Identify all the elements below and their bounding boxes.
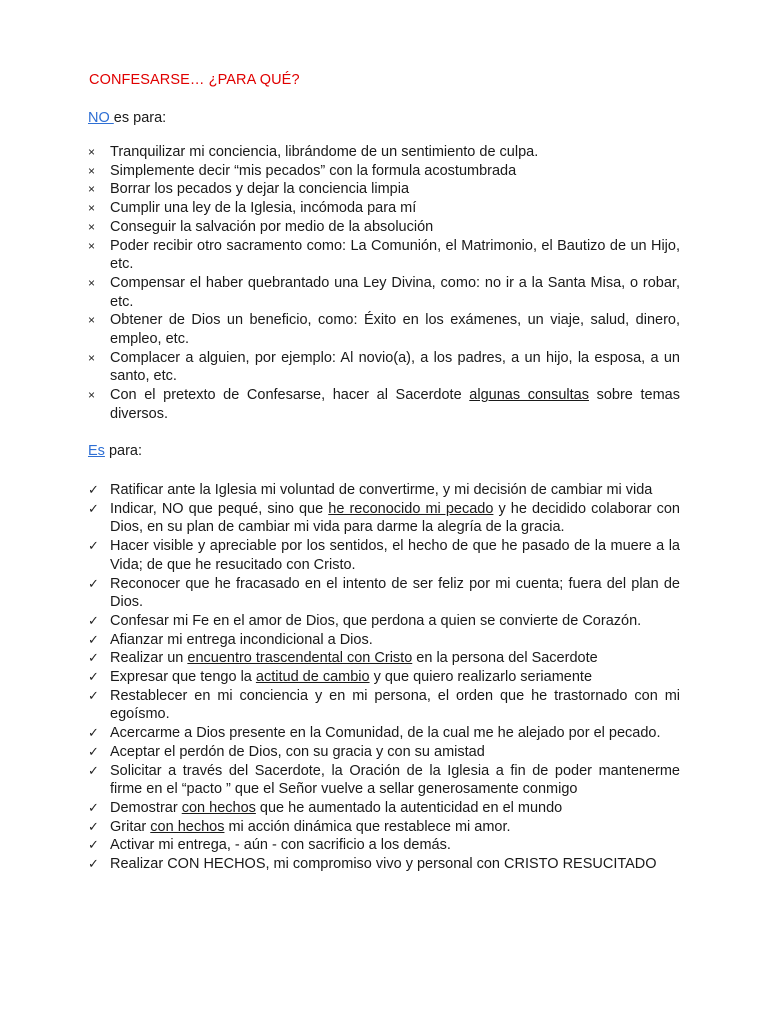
list-item bbox=[88, 237, 680, 274]
item-text: Obtener de Dios un beneficio, como: Éxito en los exámenes, un viaje, salud, dinero, empleo, etc. bbox=[110, 312, 680, 348]
item-text: Reconocer que he fracasado en el intento de ser feliz por mi cuenta; fuera del plan de Dios. bbox=[110, 575, 680, 611]
list-item bbox=[88, 218, 680, 237]
item-text: Gritar bbox=[110, 818, 151, 835]
checkmark-bullet-icon: ✓ bbox=[88, 687, 99, 703]
cross-bullet-icon: × bbox=[88, 350, 96, 365]
checkmark-bullet-icon: ✓ bbox=[88, 743, 99, 759]
list-item bbox=[88, 386, 680, 423]
underlined-text: con hechos bbox=[150, 818, 225, 835]
no-heading-lead: NO bbox=[88, 110, 114, 126]
checkmark-bullet-icon: ✓ bbox=[88, 818, 99, 834]
item-text: Expresar que tengo la bbox=[110, 669, 256, 686]
item-text: Activar mi entrega, - aún - con sacrificio a los demás. bbox=[110, 837, 451, 854]
item-text: que he aumentado la autenticidad en el mundo bbox=[255, 799, 563, 816]
item-text: Realizar CON HECHOS, mi compromiso vivo y personal con CRISTO RESUCITADO bbox=[110, 856, 657, 873]
list-item bbox=[88, 631, 680, 650]
item-text: Tranquilizar mi conciencia, librándome de un sentimiento de culpa. bbox=[110, 144, 539, 160]
checkmark-bullet-icon: ✓ bbox=[88, 575, 99, 591]
checkmark-bullet-icon: ✓ bbox=[88, 538, 99, 554]
item-text: Compensar el haber quebrantado una Ley Divina, como: no ir a la Santa Misa, o robar, etc. bbox=[110, 274, 680, 310]
item-text: Demostrar bbox=[110, 799, 182, 816]
list-item bbox=[88, 143, 680, 162]
item-text: Borrar los pecados y dejar la conciencia limpia bbox=[110, 181, 410, 198]
item-text: mi acción dinámica que restablece mi amor. bbox=[224, 818, 511, 835]
document-title: CONFESARSE… ¿PARA QUÉ? bbox=[89, 72, 300, 88]
cross-bullet-icon: × bbox=[88, 219, 96, 234]
item-text: Realizar un bbox=[110, 650, 188, 667]
list-item bbox=[88, 349, 680, 386]
list-item bbox=[88, 274, 680, 311]
list-item bbox=[88, 724, 680, 743]
cross-bullet-icon: × bbox=[88, 388, 96, 403]
checkmark-bullet-icon: ✓ bbox=[88, 837, 99, 853]
cross-bullet-icon: × bbox=[88, 275, 96, 290]
underlined-text: actitud de cambio bbox=[255, 669, 370, 686]
item-text: Ratificar ante la Iglesia mi voluntad de convertirme, y mi decisión de cambiar mi vida bbox=[110, 482, 653, 498]
item-text: Hacer visible y apreciable por los sentidos, el hecho de que he pasado de la muere a la Vida; de que he resucitado con Cristo. bbox=[110, 538, 680, 573]
checkmark-bullet-icon: ✓ bbox=[88, 799, 99, 815]
list-item bbox=[88, 311, 680, 348]
es-heading-lead: Es bbox=[88, 443, 105, 459]
es-heading-rest: para: bbox=[104, 443, 143, 459]
checkmark-bullet-icon: ✓ bbox=[88, 669, 99, 685]
item-text: Complacer a alguien, por ejemplo: Al novio(a), a los padres, a un hijo, la esposa, a un santo, etc. bbox=[110, 349, 680, 385]
no-heading-rest: es para: bbox=[113, 110, 167, 126]
cross-bullet-icon: × bbox=[88, 163, 96, 178]
item-text: Aceptar el perdón de Dios, con su gracia y con su amistad bbox=[110, 743, 485, 760]
item-text: en la persona del Sacerdote bbox=[412, 650, 598, 667]
item-text: Con el pretexto de Confesarse, hacer al Sacerdote bbox=[110, 387, 470, 404]
checkmark-bullet-icon: ✓ bbox=[88, 500, 99, 516]
list-item bbox=[88, 799, 680, 818]
list-item bbox=[88, 537, 680, 574]
list-item bbox=[88, 818, 680, 837]
list-item bbox=[88, 762, 680, 799]
list-item bbox=[88, 481, 680, 500]
checkmark-bullet-icon: ✓ bbox=[88, 612, 99, 628]
list-item bbox=[88, 199, 680, 218]
list-item bbox=[88, 162, 680, 181]
item-text: Cumplir una ley de la Iglesia, incómoda para mí bbox=[110, 200, 417, 217]
list-item bbox=[88, 612, 680, 631]
checkmark-bullet-icon: ✓ bbox=[88, 725, 99, 741]
es-section-heading bbox=[88, 443, 142, 459]
item-text: Poder recibir otro sacramento como: La Comunión, el Matrimonio, el Bautizo de un Hijo, etc. bbox=[110, 237, 680, 273]
list-item bbox=[88, 743, 680, 762]
list-item bbox=[88, 575, 680, 612]
list-item bbox=[88, 180, 680, 199]
cross-bullet-icon: × bbox=[88, 145, 96, 159]
checkmark-bullet-icon: ✓ bbox=[88, 856, 99, 872]
cross-bullet-icon: × bbox=[88, 201, 96, 216]
underlined-text: con hechos bbox=[181, 799, 256, 816]
item-text: Acercarme a Dios presente en la Comunidad, de la cual me he alejado por el pecado. bbox=[110, 725, 661, 742]
list-item bbox=[88, 855, 680, 874]
checkmark-bullet-icon: ✓ bbox=[88, 650, 99, 666]
item-text: Indicar, NO que pequé, sino que bbox=[110, 500, 329, 517]
item-text: sobre temas diversos. bbox=[110, 387, 680, 422]
cross-bullet-icon: × bbox=[88, 182, 96, 197]
underlined-text: encuentro trascendental con Cristo bbox=[187, 650, 413, 667]
checkmark-bullet-icon: ✓ bbox=[88, 482, 99, 497]
item-text: Confesar mi Fe en el amor de Dios, que perdona a quien se convierte de Corazón. bbox=[110, 612, 642, 629]
item-text: y que quiero realizarlo seriamente bbox=[369, 669, 593, 686]
item-text: Solicitar a través del Sacerdote, la Oración de la Iglesia a fin de poder mantenerme firme en el “pacto ” que el Señor vuelve a sellar generosamente conmigo bbox=[110, 762, 680, 798]
list-item bbox=[88, 836, 680, 855]
item-text: Simplemente decir “mis pecados” con la formula acostumbrada bbox=[110, 162, 517, 179]
list-item bbox=[88, 649, 680, 668]
item-text: Afianzar mi entrega incondicional a Dios. bbox=[110, 631, 373, 648]
cross-bullet-icon: × bbox=[88, 238, 96, 253]
no-list bbox=[88, 143, 680, 424]
checkmark-bullet-icon: ✓ bbox=[88, 631, 99, 647]
item-text: Restablecer en mi conciencia y en mi persona, el orden que he trastornado con mi egoísmo. bbox=[110, 687, 680, 723]
list-item bbox=[88, 500, 680, 537]
item-text: Conseguir la salvación por medio de la absolución bbox=[110, 218, 434, 235]
list-item bbox=[88, 668, 680, 687]
underlined-text: he reconocido mi pecado bbox=[328, 500, 494, 517]
no-section-heading bbox=[88, 110, 166, 126]
underlined-text: algunas consultas bbox=[469, 387, 589, 404]
checkmark-bullet-icon: ✓ bbox=[88, 762, 99, 778]
cross-bullet-icon: × bbox=[88, 313, 96, 328]
list-item bbox=[88, 687, 680, 724]
es-list bbox=[88, 481, 680, 874]
item-text: y he decidido colaborar con Dios, en su plan de cambiar mi vida para darme la alegría de la gracia. bbox=[110, 500, 680, 536]
